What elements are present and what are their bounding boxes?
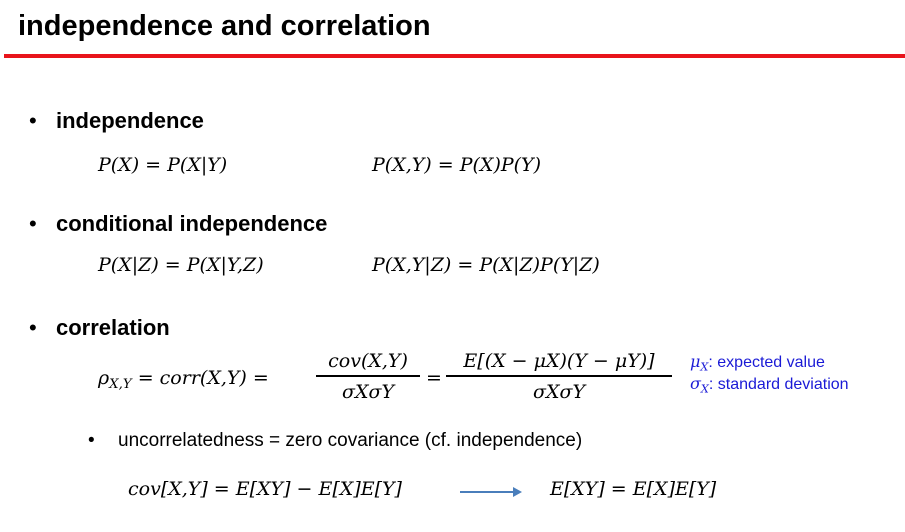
fraction-1-numerator: cov(X,Y) <box>328 350 408 372</box>
mu-description: : expected value <box>708 354 825 371</box>
uncorrelatedness-statement: uncorrelatedness = zero covariance (cf. independence) <box>118 430 583 451</box>
mu-subscript: X <box>700 360 709 374</box>
sub-bullet-glyph: • <box>88 430 95 451</box>
heading-conditional-independence: conditional independence <box>56 211 328 236</box>
bullet-correlation: • <box>29 315 37 340</box>
implies-arrow-icon <box>513 487 522 497</box>
sigma-description: : standard deviation <box>708 376 849 393</box>
fraction-2-numerator: E[(X − μX)(Y − μY)] <box>463 350 655 372</box>
rho-subscript: X,Y <box>109 376 132 392</box>
covariance-equation: cov[X,Y] = E[XY] − E[X]E[Y] <box>128 478 402 500</box>
fraction-1-denominator: σXσY <box>341 380 394 403</box>
uncorrelated-result-equation: E[XY] = E[X]E[Y] <box>550 478 717 500</box>
title-underline <box>4 54 905 58</box>
mu-symbol: μ <box>690 352 701 371</box>
sigma-symbol: σ <box>690 374 701 393</box>
note-expected-value <box>690 352 825 373</box>
heading-independence: independence <box>56 108 204 133</box>
implies-arrow-line <box>460 491 515 493</box>
equation-independence-conditional: P(X) = P(X|Y) <box>98 154 228 176</box>
equals-sign: = <box>426 367 442 389</box>
fraction-2-bar <box>446 375 672 377</box>
bullet-conditional-independence: • <box>29 211 37 236</box>
sigma-subscript: X <box>700 382 709 396</box>
fraction-2-denominator: σXσY <box>532 380 585 403</box>
equation-independence-joint: P(X,Y) = P(X)P(Y) <box>372 154 542 176</box>
equation-conditional-1: P(X|Z) = P(X|Y,Z) <box>98 254 264 276</box>
fraction-expectation-over-sigma <box>446 350 672 403</box>
heading-correlation: correlation <box>56 315 170 340</box>
note-standard-deviation <box>690 374 849 395</box>
bullet-independence: • <box>29 108 37 133</box>
page-title: independence and correlation <box>18 10 431 42</box>
rho-symbol: ρ <box>98 367 110 389</box>
equation-conditional-2: P(X,Y|Z) = P(X|Z)P(Y|Z) <box>372 254 600 276</box>
correlation-lhs <box>98 367 269 392</box>
corr-expression: = corr(X,Y) = <box>131 367 269 389</box>
fraction-cov-over-sigma <box>316 350 420 403</box>
fraction-1-bar <box>316 375 420 377</box>
